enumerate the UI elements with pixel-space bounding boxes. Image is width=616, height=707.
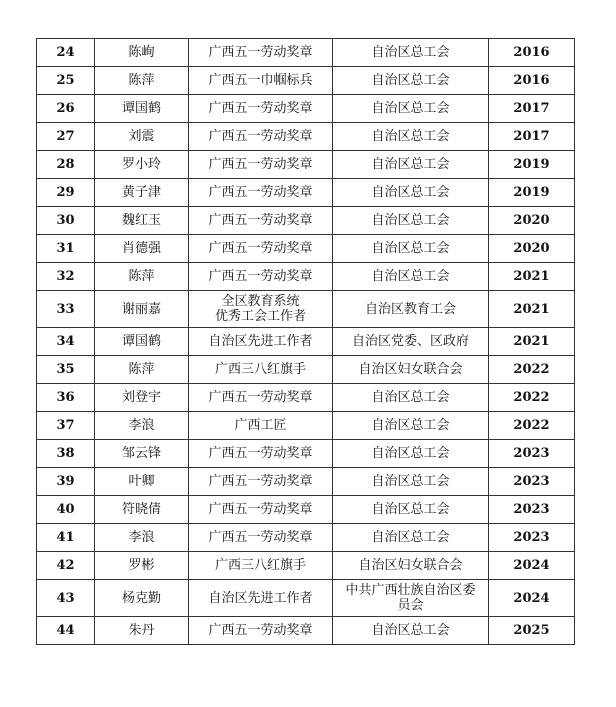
row-number-cell: 38 bbox=[37, 440, 95, 468]
award-title-cell bbox=[189, 95, 333, 123]
row-number-cell: 43 bbox=[37, 580, 95, 617]
person-name-cell: 罗彬 bbox=[95, 552, 189, 580]
issuing-body-cell bbox=[333, 384, 489, 412]
issuing-body-line: 自治区总工会 bbox=[371, 157, 450, 172]
award-title-line: 广西五一劳动奖章 bbox=[208, 129, 313, 144]
award-title-cell bbox=[189, 496, 333, 524]
award-title-cell bbox=[189, 580, 333, 617]
row-number-cell: 40 bbox=[37, 496, 95, 524]
person-name-cell: 刘登宇 bbox=[95, 384, 189, 412]
person-name-cell: 谢丽嘉 bbox=[95, 291, 189, 328]
award-title-line: 广西五一劳动奖章 bbox=[208, 45, 313, 60]
award-title-line: 广西三八红旗手 bbox=[214, 362, 306, 377]
row-number-cell: 32 bbox=[37, 263, 95, 291]
row-number-cell: 28 bbox=[37, 151, 95, 179]
issuing-body-line: 自治区总工会 bbox=[371, 185, 450, 200]
award-year-cell: 2019 bbox=[489, 179, 575, 207]
issuing-body-line: 自治区总工会 bbox=[371, 418, 450, 433]
award-title-cell bbox=[189, 384, 333, 412]
row-number-cell: 37 bbox=[37, 412, 95, 440]
award-title-line: 优秀工会工作者 bbox=[214, 309, 306, 324]
table-row bbox=[37, 440, 575, 468]
person-name-cell: 谭国鹤 bbox=[95, 95, 189, 123]
issuing-body-cell bbox=[333, 440, 489, 468]
award-year-cell: 2017 bbox=[489, 123, 575, 151]
award-title-cell bbox=[189, 524, 333, 552]
issuing-body-cell bbox=[333, 617, 489, 645]
issuing-body-line: 自治区妇女联合会 bbox=[358, 558, 463, 573]
issuing-body-cell bbox=[333, 235, 489, 263]
award-title-line: 广西五一劳动奖章 bbox=[208, 502, 313, 517]
row-number-cell: 41 bbox=[37, 524, 95, 552]
issuing-body-line: 自治区总工会 bbox=[371, 129, 450, 144]
award-year-cell: 2024 bbox=[489, 552, 575, 580]
row-number-cell: 44 bbox=[37, 617, 95, 645]
issuing-body-line: 自治区党委、区政府 bbox=[351, 334, 469, 349]
award-year-cell: 2016 bbox=[489, 39, 575, 67]
award-title-line: 自治区先进工作者 bbox=[208, 590, 313, 606]
award-year-cell: 2021 bbox=[489, 291, 575, 328]
table-row bbox=[37, 412, 575, 440]
row-number-cell: 35 bbox=[37, 356, 95, 384]
award-year-cell: 2021 bbox=[489, 263, 575, 291]
award-title-cell bbox=[189, 412, 333, 440]
issuing-body-cell bbox=[333, 468, 489, 496]
award-title-line: 广西五一劳动奖章 bbox=[208, 269, 313, 284]
table-row bbox=[37, 328, 575, 356]
award-year-cell: 2023 bbox=[489, 440, 575, 468]
issuing-body-cell bbox=[333, 580, 489, 617]
issuing-body-cell bbox=[333, 263, 489, 291]
issuing-body-cell bbox=[333, 179, 489, 207]
award-title-line: 广西五一劳动奖章 bbox=[208, 213, 313, 228]
row-number-cell: 29 bbox=[37, 179, 95, 207]
award-title-cell bbox=[189, 67, 333, 95]
issuing-body-line: 自治区妇女联合会 bbox=[358, 362, 463, 377]
row-number-cell: 26 bbox=[37, 95, 95, 123]
issuing-body-cell bbox=[333, 496, 489, 524]
person-name-cell: 陈萍 bbox=[95, 263, 189, 291]
award-title-line: 广西五一劳动奖章 bbox=[208, 185, 313, 200]
person-name-cell: 符晓倩 bbox=[95, 496, 189, 524]
person-name-cell: 叶卿 bbox=[95, 468, 189, 496]
award-title-cell bbox=[189, 468, 333, 496]
table-row bbox=[37, 356, 575, 384]
person-name-cell: 罗小玲 bbox=[95, 151, 189, 179]
award-year-cell: 2016 bbox=[489, 67, 575, 95]
table-row bbox=[37, 468, 575, 496]
award-year-cell: 2019 bbox=[489, 151, 575, 179]
award-title-line: 广西五一劳动奖章 bbox=[208, 241, 313, 256]
table-row bbox=[37, 39, 575, 67]
issuing-body-cell bbox=[333, 67, 489, 95]
row-number-cell: 25 bbox=[37, 67, 95, 95]
table-row bbox=[37, 263, 575, 291]
row-number-cell: 36 bbox=[37, 384, 95, 412]
issuing-body-cell bbox=[333, 412, 489, 440]
awards-table bbox=[36, 38, 575, 645]
issuing-body-line: 自治区总工会 bbox=[371, 446, 450, 461]
person-name-cell: 邹云锋 bbox=[95, 440, 189, 468]
row-number-cell: 27 bbox=[37, 123, 95, 151]
award-title-cell bbox=[189, 207, 333, 235]
award-title-line: 广西五一劳动奖章 bbox=[208, 530, 313, 545]
row-number-cell: 24 bbox=[37, 39, 95, 67]
issuing-body-line: 自治区教育工会 bbox=[364, 301, 456, 317]
award-title-line: 广西五一巾帼标兵 bbox=[208, 73, 313, 88]
issuing-body-cell bbox=[333, 95, 489, 123]
issuing-body-line: 自治区总工会 bbox=[371, 502, 450, 517]
award-year-cell: 2021 bbox=[489, 328, 575, 356]
award-year-cell: 2025 bbox=[489, 617, 575, 645]
person-name-cell: 陈萍 bbox=[95, 356, 189, 384]
row-number-cell: 42 bbox=[37, 552, 95, 580]
table-row bbox=[37, 235, 575, 263]
issuing-body-line: 自治区总工会 bbox=[371, 101, 450, 116]
award-year-cell: 2017 bbox=[489, 95, 575, 123]
award-year-cell: 2023 bbox=[489, 468, 575, 496]
issuing-body-cell bbox=[333, 123, 489, 151]
issuing-body-cell bbox=[333, 552, 489, 580]
award-title-line: 全区教育系统 bbox=[221, 294, 300, 309]
award-title-cell bbox=[189, 328, 333, 356]
award-title-line: 广西五一劳动奖章 bbox=[208, 101, 313, 116]
table-row bbox=[37, 524, 575, 552]
award-title-cell bbox=[189, 440, 333, 468]
award-year-cell: 2020 bbox=[489, 207, 575, 235]
issuing-body-line: 自治区总工会 bbox=[371, 269, 450, 284]
issuing-body-cell bbox=[333, 151, 489, 179]
person-name-cell: 李浪 bbox=[95, 412, 189, 440]
award-title-line: 广西五一劳动奖章 bbox=[208, 390, 313, 405]
award-title-line: 自治区先进工作者 bbox=[208, 334, 313, 349]
table-row bbox=[37, 496, 575, 524]
award-title-cell bbox=[189, 263, 333, 291]
table-row bbox=[37, 552, 575, 580]
table-row bbox=[37, 95, 575, 123]
person-name-cell: 谭国鹤 bbox=[95, 328, 189, 356]
issuing-body-cell bbox=[333, 328, 489, 356]
award-title-line: 广西五一劳动奖章 bbox=[208, 623, 313, 638]
issuing-body-cell bbox=[333, 207, 489, 235]
issuing-body-cell bbox=[333, 39, 489, 67]
person-name-cell: 朱丹 bbox=[95, 617, 189, 645]
award-year-cell: 2024 bbox=[489, 580, 575, 617]
person-name-cell: 杨克勤 bbox=[95, 580, 189, 617]
person-name-cell: 黄子津 bbox=[95, 179, 189, 207]
award-title-line: 广西五一劳动奖章 bbox=[208, 474, 313, 489]
issuing-body-cell bbox=[333, 356, 489, 384]
table-row bbox=[37, 617, 575, 645]
award-title-line: 广西五一劳动奖章 bbox=[208, 446, 313, 461]
award-year-cell: 2023 bbox=[489, 524, 575, 552]
row-number-cell: 34 bbox=[37, 328, 95, 356]
award-year-cell: 2022 bbox=[489, 356, 575, 384]
table-row bbox=[37, 179, 575, 207]
table-row bbox=[37, 384, 575, 412]
award-year-cell: 2020 bbox=[489, 235, 575, 263]
row-number-cell: 39 bbox=[37, 468, 95, 496]
issuing-body-line: 员会 bbox=[397, 598, 424, 613]
award-year-cell: 2022 bbox=[489, 384, 575, 412]
issuing-body-line: 自治区总工会 bbox=[371, 241, 450, 256]
award-title-cell bbox=[189, 617, 333, 645]
issuing-body-line: 自治区总工会 bbox=[371, 530, 450, 545]
table-row bbox=[37, 291, 575, 328]
issuing-body-line: 自治区总工会 bbox=[371, 474, 450, 489]
person-name-cell: 魏红玉 bbox=[95, 207, 189, 235]
person-name-cell: 刘震 bbox=[95, 123, 189, 151]
issuing-body-line: 自治区总工会 bbox=[371, 390, 450, 405]
table-row bbox=[37, 580, 575, 617]
award-title-cell bbox=[189, 356, 333, 384]
award-title-cell bbox=[189, 151, 333, 179]
person-name-cell: 陈峋 bbox=[95, 39, 189, 67]
issuing-body-line: 自治区总工会 bbox=[371, 45, 450, 60]
award-title-cell bbox=[189, 291, 333, 328]
row-number-cell: 30 bbox=[37, 207, 95, 235]
award-title-line: 广西五一劳动奖章 bbox=[208, 157, 313, 172]
awards-table-body bbox=[37, 39, 575, 645]
issuing-body-line: 自治区总工会 bbox=[371, 213, 450, 228]
award-title-cell bbox=[189, 39, 333, 67]
person-name-cell: 肖德强 bbox=[95, 235, 189, 263]
row-number-cell: 31 bbox=[37, 235, 95, 263]
table-row bbox=[37, 67, 575, 95]
award-title-cell bbox=[189, 179, 333, 207]
award-title-line: 广西工匠 bbox=[234, 418, 287, 433]
row-number-cell: 33 bbox=[37, 291, 95, 328]
person-name-cell: 陈萍 bbox=[95, 67, 189, 95]
table-row bbox=[37, 151, 575, 179]
award-year-cell: 2023 bbox=[489, 496, 575, 524]
award-title-cell bbox=[189, 552, 333, 580]
person-name-cell: 李浪 bbox=[95, 524, 189, 552]
award-title-cell bbox=[189, 123, 333, 151]
issuing-body-line: 中共广西壮族自治区委 bbox=[345, 583, 476, 598]
issuing-body-cell bbox=[333, 524, 489, 552]
issuing-body-cell bbox=[333, 291, 489, 328]
award-title-cell bbox=[189, 235, 333, 263]
table-row bbox=[37, 207, 575, 235]
table-row bbox=[37, 123, 575, 151]
issuing-body-line: 自治区总工会 bbox=[371, 623, 450, 638]
award-year-cell: 2022 bbox=[489, 412, 575, 440]
issuing-body-line: 自治区总工会 bbox=[371, 73, 450, 88]
award-title-line: 广西三八红旗手 bbox=[214, 558, 306, 573]
